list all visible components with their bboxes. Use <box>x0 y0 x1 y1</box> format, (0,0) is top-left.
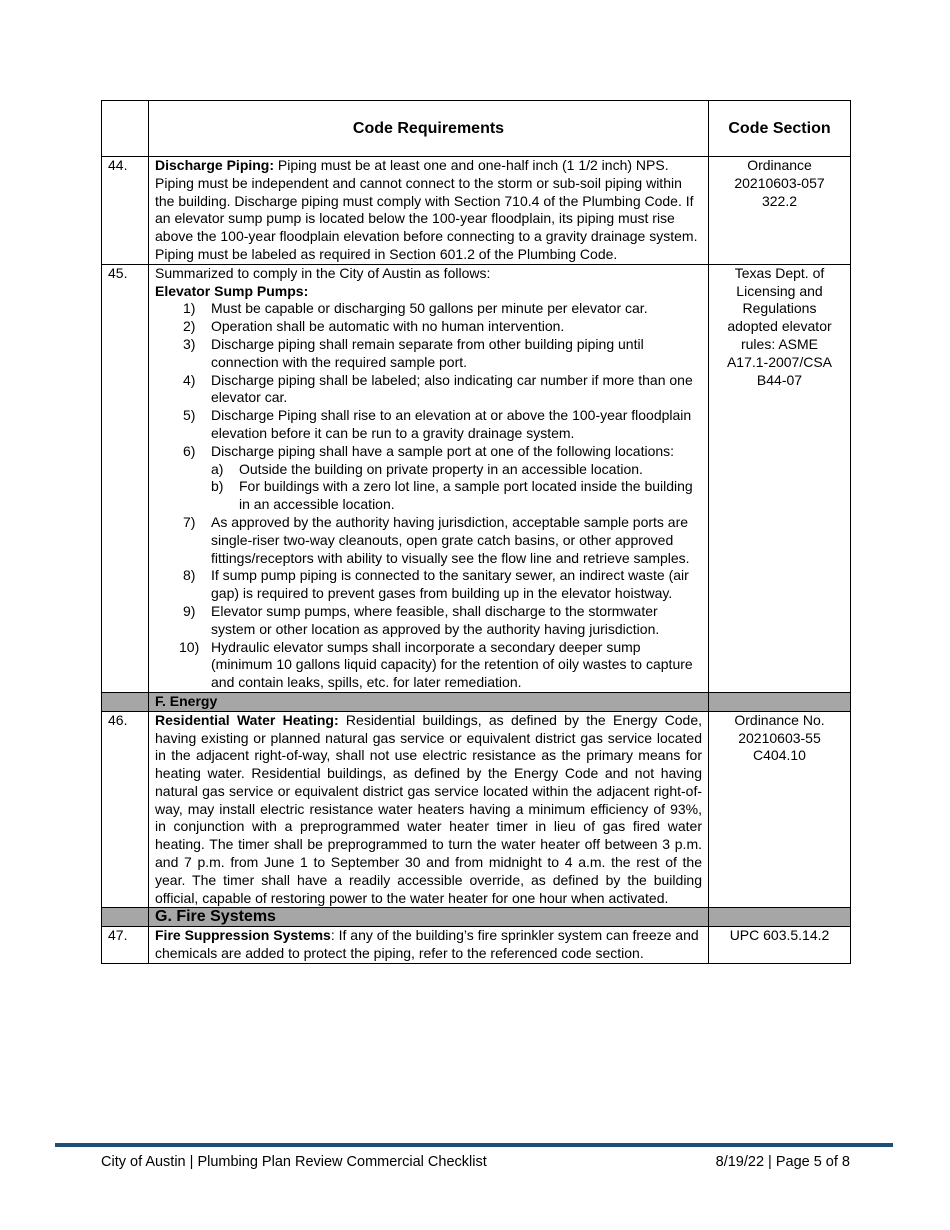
list-item-text: Discharge piping shall remain separate from other building piping until connection with the required sample port. <box>211 335 644 370</box>
list-item <box>183 514 702 567</box>
header-code-section: Code Section <box>709 101 851 157</box>
table-row-47 <box>102 927 851 964</box>
requirement-cell <box>149 711 709 908</box>
footer-document-title: City of Austin | Plumbing Plan Review Commercial Checklist <box>101 1154 487 1170</box>
section-spacer <box>709 908 851 927</box>
table-header-row <box>102 101 851 157</box>
section-spacer <box>709 692 851 711</box>
requirement-text: Residential buildings, as defined by the Energy Code, having existing or planned natural gas service or equivalent district gas service located in the adjacent right-of-way, shall not use electric resistance as the primary means for heating water. Residential buildings, as defined by the Energy Code and not having natural gas service or equivalent district gas service located within the adjacent right-of-way, may install electric resistance water heaters having a minimum efficiency of 93%, in conjunction with a preprogrammed water heater timer in lieu of gas fired water heating. The timer shall be preprogrammed to turn the water heater off between 3 p.m. and 7 p.m. from June 1 to September 30 and from midnight to 4 a.m. the rest of the year. The timer shall have a readily accessible override, as defined by the building official, capable of restoring power to the water heater for one hour when activated. <box>155 711 702 906</box>
table-row-46 <box>102 711 851 908</box>
list-item-text: Outside the building on private property in an accessible location. <box>239 460 643 477</box>
section-title: F. Energy <box>149 692 709 711</box>
requirement-text: Piping must be at least one and one-half inch (1 1/2 inch) NPS. Piping must be independent and cannot connect to the storm or sub-soil piping within the building. Discharge piping must comply with Section 710.4 of the Plumbing Code. If an elevator sump pump is located below the 100-year floodplain, its piping must rise above the 100-year floodplain elevation before connecting to a gravity drainage system. Piping must be labeled as required in Section 601.2 of the Plumbing Code. <box>155 157 698 262</box>
requirement-cell <box>149 157 709 265</box>
list-marker: 8) <box>183 567 196 584</box>
list-item <box>183 567 702 603</box>
requirement-list <box>155 300 702 692</box>
code-section-line: B44-07 <box>756 371 803 388</box>
code-section-cell <box>709 711 851 908</box>
list-marker: 9) <box>183 602 196 619</box>
list-item-text: As approved by the authority having jurisdiction, acceptable sample ports are single-riser two-way cleanouts, open grate catch basins, or other approved fittings/receptors with ability to visually see the flow line and retrieve samples. <box>211 513 690 566</box>
code-section-line: C404.10 <box>753 747 806 764</box>
list-item <box>183 336 702 372</box>
code-section-cell <box>709 264 851 692</box>
row-number: 47. <box>102 927 149 964</box>
table-row-44 <box>102 157 851 265</box>
requirement-title: Fire Suppression Systems <box>155 927 331 944</box>
requirement-cell <box>149 927 709 964</box>
list-item <box>183 300 702 318</box>
header-number <box>102 101 149 157</box>
list-item <box>183 603 702 639</box>
section-spacer <box>102 692 149 711</box>
code-section-line: 322.2 <box>761 192 798 209</box>
sub-list <box>211 461 702 514</box>
list-item <box>183 407 702 443</box>
row-number: 45. <box>102 264 149 692</box>
list-marker: a) <box>211 460 224 477</box>
list-item <box>179 638 702 692</box>
code-section-line: Ordinance No. <box>734 711 825 728</box>
code-section-line: Texas Dept. of <box>734 264 825 281</box>
list-item <box>183 318 702 336</box>
list-marker: b) <box>211 478 224 495</box>
list-item-text: Operation shall be automatic with no human intervention. <box>211 318 565 335</box>
code-section-cell: UPC 603.5.14.2 <box>709 927 851 964</box>
list-marker: 5) <box>183 407 196 424</box>
section-spacer <box>102 908 149 927</box>
list-item-text: Discharge piping shall have a sample port at one of the following locations: <box>211 442 675 459</box>
requirement-intro: Summarized to comply in the City of Austin as follows: <box>155 264 491 281</box>
requirement-cell <box>149 264 709 692</box>
code-section-cell <box>709 157 851 265</box>
list-marker: 7) <box>183 513 196 530</box>
list-marker: 6) <box>183 442 196 459</box>
footer-date-page: 8/19/22 | Page 5 of 8 <box>715 1154 850 1170</box>
list-item-text: Must be capable or discharging 50 gallons per minute per elevator car. <box>211 300 648 317</box>
code-section-line: Licensing and <box>736 282 823 299</box>
list-item-text: For buildings with a zero lot line, a sample port located inside the building in an accessible location. <box>239 478 693 513</box>
list-marker: 2) <box>183 318 196 335</box>
row-number: 44. <box>102 157 149 265</box>
code-section-line: 20210603-057 <box>734 174 825 191</box>
list-item-text: Discharge piping shall be labeled; also indicating car number if more than one elevator car. <box>211 371 693 406</box>
list-marker: 1) <box>183 300 196 317</box>
code-section-line: A17.1-2007/CSA <box>726 353 833 370</box>
list-marker: 4) <box>183 371 196 388</box>
table-row-45 <box>102 264 851 692</box>
list-item-text: Elevator sump pumps, where feasible, shall discharge to the stormwater system or other location as approved by the authority having jurisdiction. <box>211 602 660 637</box>
section-header-fire-systems <box>102 908 851 927</box>
row-number: 46. <box>102 711 149 908</box>
requirement-title: Discharge Piping: <box>155 157 275 173</box>
sub-list-item <box>211 461 702 479</box>
list-marker: 3) <box>183 335 196 352</box>
requirement-text: : If any of the building’s fire sprinkler system can freeze and chemicals are added to protect the piping, refer to the referenced code section. <box>155 927 699 962</box>
code-section-line: adopted elevator <box>727 318 832 335</box>
code-section-line: 20210603-55 <box>738 729 821 746</box>
list-item <box>183 372 702 408</box>
section-header-energy <box>102 692 851 711</box>
code-section-line: rules: ASME <box>740 335 819 352</box>
requirement-title: Residential Water Heating: <box>155 711 339 728</box>
header-code-requirements: Code Requirements <box>149 101 709 157</box>
code-section-line: Regulations <box>742 300 817 317</box>
list-item-text: Discharge Piping shall rise to an elevation at or above the 100-year floodplain elevation before it can be run to a gravity drainage system. <box>211 407 692 441</box>
requirement-title: Elevator Sump Pumps: <box>155 282 309 299</box>
sub-list-item <box>211 478 702 514</box>
footer-divider <box>55 1143 893 1147</box>
list-item-text: If sump pump piping is connected to the sanitary sewer, an indirect waste (air gap) is required to prevent gases from building up in the elevator hoistway. <box>211 567 689 602</box>
code-checklist-table <box>101 100 851 964</box>
list-item <box>183 443 702 514</box>
list-item-text: Hydraulic elevator sumps shall incorporate a secondary deeper sump (minimum 10 gallons liquid capacity) for the retention of oily wastes to capture and contain leaks, spills, etc. for later remediation. <box>211 638 693 691</box>
section-title: G. Fire Systems <box>149 908 709 927</box>
list-marker: 10) <box>179 638 200 655</box>
code-section-line: Ordinance <box>747 157 812 173</box>
